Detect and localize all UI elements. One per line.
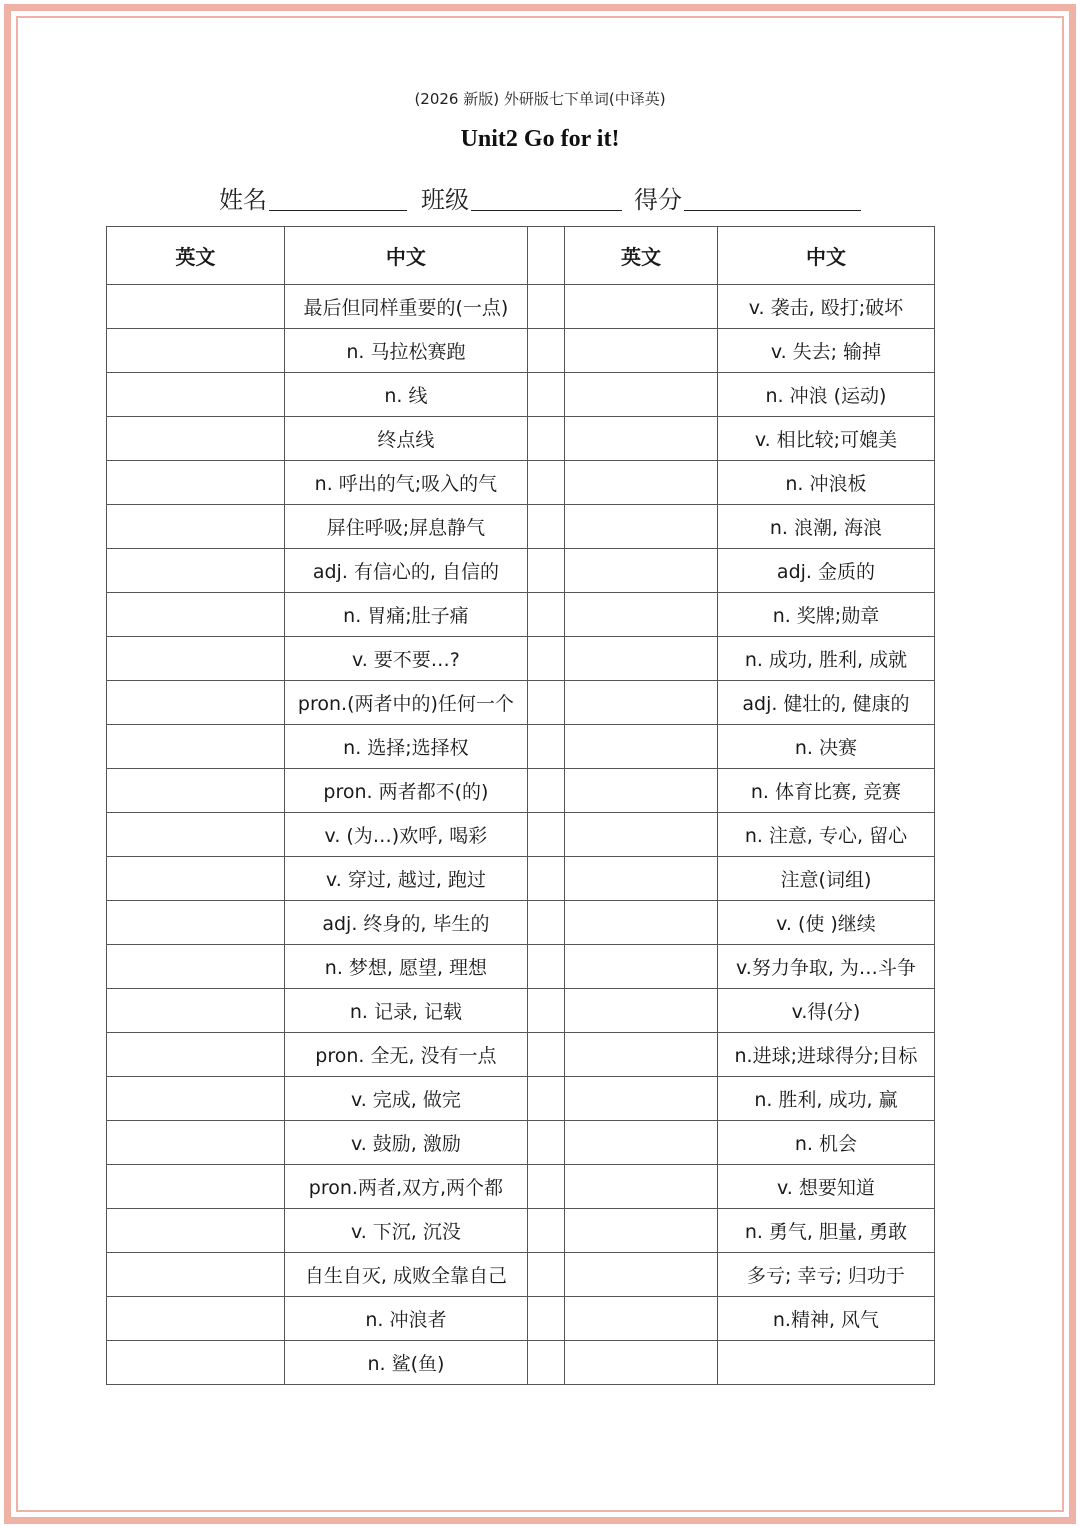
table-gap-cell xyxy=(528,813,565,857)
english-answer-cell-right[interactable] xyxy=(565,769,718,813)
score-field[interactable] xyxy=(634,180,682,215)
chinese-meaning-left: 终点线 xyxy=(284,417,527,461)
chinese-meaning-left: n. 冲浪者 xyxy=(284,1297,527,1341)
english-answer-cell-right[interactable] xyxy=(565,1033,718,1077)
english-answer-cell-right[interactable] xyxy=(565,461,718,505)
chinese-meaning-left: v. 要不要…? xyxy=(284,637,527,681)
english-answer-cell-right[interactable] xyxy=(565,549,718,593)
chinese-meaning-left: adj. 终身的, 毕生的 xyxy=(284,901,527,945)
table-gap-cell xyxy=(528,945,565,989)
english-answer-cell-left[interactable] xyxy=(107,417,285,461)
table-row xyxy=(107,637,935,681)
english-answer-cell-left[interactable] xyxy=(107,1165,285,1209)
chinese-meaning-right: v. 相比较;可媲美 xyxy=(717,417,934,461)
english-answer-cell-left[interactable] xyxy=(107,901,285,945)
table-gap-cell xyxy=(528,989,565,1033)
table-gap-cell xyxy=(528,417,565,461)
chinese-meaning-right: n.精神, 风气 xyxy=(717,1297,934,1341)
table-row xyxy=(107,373,935,417)
chinese-meaning-left: pron. 全无, 没有一点 xyxy=(284,1033,527,1077)
table-row xyxy=(107,769,935,813)
header-chinese-left: 中文 xyxy=(284,227,527,285)
chinese-meaning-right: n. 浪潮, 海浪 xyxy=(717,505,934,549)
chinese-meaning-right: adj. 健壮的, 健康的 xyxy=(717,681,934,725)
chinese-meaning-left: n. 选择;选择权 xyxy=(284,725,527,769)
chinese-meaning-right: n. 勇气, 胆量, 勇敢 xyxy=(717,1209,934,1253)
english-answer-cell-right[interactable] xyxy=(565,1121,718,1165)
english-answer-cell-right[interactable] xyxy=(565,681,718,725)
english-answer-cell-right[interactable] xyxy=(565,1297,718,1341)
table-gap-cell xyxy=(528,1297,565,1341)
table-row xyxy=(107,1121,935,1165)
chinese-meaning-right xyxy=(717,1341,934,1385)
english-answer-cell-right[interactable] xyxy=(565,1209,718,1253)
english-answer-cell-left[interactable] xyxy=(107,329,285,373)
table-row xyxy=(107,989,935,1033)
english-answer-cell-right[interactable] xyxy=(565,285,718,329)
chinese-meaning-left: n. 梦想, 愿望, 理想 xyxy=(284,945,527,989)
english-answer-cell-left[interactable] xyxy=(107,725,285,769)
table-gap-cell xyxy=(528,725,565,769)
chinese-meaning-right: v. (使 )继续 xyxy=(717,901,934,945)
english-answer-cell-left[interactable] xyxy=(107,549,285,593)
table-row xyxy=(107,461,935,505)
chinese-meaning-right: v. 袭击, 殴打;破坏 xyxy=(717,285,934,329)
chinese-meaning-right: n. 奖牌;勋章 xyxy=(717,593,934,637)
chinese-meaning-right: v.得(分) xyxy=(717,989,934,1033)
table-body xyxy=(107,285,935,1385)
header-english-right: 英文 xyxy=(565,227,718,285)
name-blank-line xyxy=(269,210,407,211)
table-row xyxy=(107,593,935,637)
chinese-meaning-left: n. 线 xyxy=(284,373,527,417)
chinese-meaning-right: v. 失去; 输掉 xyxy=(717,329,934,373)
chinese-meaning-left: n. 记录, 记载 xyxy=(284,989,527,1033)
table-gap-cell xyxy=(528,1077,565,1121)
table-row xyxy=(107,901,935,945)
chinese-meaning-right: adj. 金质的 xyxy=(717,549,934,593)
english-answer-cell-right[interactable] xyxy=(565,1253,718,1297)
chinese-meaning-left: v. 鼓励, 激励 xyxy=(284,1121,527,1165)
english-answer-cell-left[interactable] xyxy=(107,945,285,989)
table-gap-cell xyxy=(528,1253,565,1297)
score-label: 得分 xyxy=(634,186,682,214)
english-answer-cell-left[interactable] xyxy=(107,505,285,549)
chinese-meaning-left: n. 呼出的气;吸入的气 xyxy=(284,461,527,505)
chinese-meaning-right: v. 想要知道 xyxy=(717,1165,934,1209)
english-answer-cell-left[interactable] xyxy=(107,1297,285,1341)
chinese-meaning-left: pron.(两者中的)任何一个 xyxy=(284,681,527,725)
table-gap-cell xyxy=(528,857,565,901)
table-gap-cell xyxy=(528,1209,565,1253)
table-gap-cell xyxy=(528,549,565,593)
table-gap-cell xyxy=(528,901,565,945)
english-answer-cell-right[interactable] xyxy=(565,329,718,373)
english-answer-cell-left[interactable] xyxy=(107,813,285,857)
table-row xyxy=(107,549,935,593)
chinese-meaning-left: v. 下沉, 沉没 xyxy=(284,1209,527,1253)
table-row xyxy=(107,1165,935,1209)
chinese-meaning-left: n. 鲨(鱼) xyxy=(284,1341,527,1385)
table-gap-cell xyxy=(528,1121,565,1165)
english-answer-cell-left[interactable] xyxy=(107,857,285,901)
chinese-meaning-left: pron. 两者都不(的) xyxy=(284,769,527,813)
english-answer-cell-left[interactable] xyxy=(107,681,285,725)
english-answer-cell-right[interactable] xyxy=(565,1077,718,1121)
chinese-meaning-left: 自生自灭, 成败全靠自己 xyxy=(284,1253,527,1297)
table-row xyxy=(107,1341,935,1385)
english-answer-cell-right[interactable] xyxy=(565,1341,718,1385)
name-label: 姓名 xyxy=(219,186,267,214)
chinese-meaning-right: v.努力争取, 为…斗争 xyxy=(717,945,934,989)
worksheet-subtitle: (2026 新版) 外研版七下单词(中译英) xyxy=(414,90,666,108)
english-answer-cell-right[interactable] xyxy=(565,725,718,769)
table-gap-column xyxy=(528,227,565,285)
class-label: 班级 xyxy=(421,186,469,214)
table-header-row xyxy=(107,227,935,285)
header-english-left: 英文 xyxy=(107,227,285,285)
english-answer-cell-right[interactable] xyxy=(565,857,718,901)
english-answer-cell-right[interactable] xyxy=(565,637,718,681)
chinese-meaning-right: 注意(词组) xyxy=(717,857,934,901)
english-answer-cell-right[interactable] xyxy=(565,373,718,417)
table-gap-cell xyxy=(528,1033,565,1077)
chinese-meaning-left: v. 完成, 做完 xyxy=(284,1077,527,1121)
chinese-meaning-left: adj. 有信心的, 自信的 xyxy=(284,549,527,593)
english-answer-cell-left[interactable] xyxy=(107,989,285,1033)
chinese-meaning-left: 最后但同样重要的(一点) xyxy=(284,285,527,329)
english-answer-cell-right[interactable] xyxy=(565,945,718,989)
class-blank-line xyxy=(471,210,622,211)
english-answer-cell-left[interactable] xyxy=(107,461,285,505)
english-answer-cell-left[interactable] xyxy=(107,1253,285,1297)
table-row xyxy=(107,945,935,989)
table-row xyxy=(107,1033,935,1077)
table-row xyxy=(107,857,935,901)
table-row xyxy=(107,285,935,329)
english-answer-cell-left[interactable] xyxy=(107,769,285,813)
chinese-meaning-right: n. 冲浪 (运动) xyxy=(717,373,934,417)
english-answer-cell-right[interactable] xyxy=(565,1165,718,1209)
chinese-meaning-right: n. 机会 xyxy=(717,1121,934,1165)
worksheet-title: Unit2 Go for it! xyxy=(460,126,620,152)
chinese-meaning-right: n. 体育比赛, 竞赛 xyxy=(717,769,934,813)
english-answer-cell-left[interactable] xyxy=(107,285,285,329)
table-gap-cell xyxy=(528,637,565,681)
header-chinese-right: 中文 xyxy=(717,227,934,285)
english-answer-cell-right[interactable] xyxy=(565,593,718,637)
table-gap-cell xyxy=(528,681,565,725)
english-answer-cell-right[interactable] xyxy=(565,901,718,945)
english-answer-cell-right[interactable] xyxy=(565,505,718,549)
chinese-meaning-left: pron.两者,双方,两个都 xyxy=(284,1165,527,1209)
table-row xyxy=(107,813,935,857)
chinese-meaning-right: n. 成功, 胜利, 成就 xyxy=(717,637,934,681)
table-row xyxy=(107,1253,935,1297)
table-gap-cell xyxy=(528,329,565,373)
table-gap-cell xyxy=(528,1341,565,1385)
chinese-meaning-right: n.进球;进球得分;目标 xyxy=(717,1033,934,1077)
english-answer-cell-left[interactable] xyxy=(107,1077,285,1121)
table-row xyxy=(107,329,935,373)
table-gap-cell xyxy=(528,593,565,637)
table-gap-cell xyxy=(528,1165,565,1209)
table-row xyxy=(107,1209,935,1253)
table-gap-cell xyxy=(528,461,565,505)
chinese-meaning-right: 多亏; 幸亏; 归功于 xyxy=(717,1253,934,1297)
chinese-meaning-right: n. 注意, 专心, 留心 xyxy=(717,813,934,857)
name-field[interactable] xyxy=(219,180,267,215)
table-row xyxy=(107,505,935,549)
score-blank-line xyxy=(684,210,861,211)
chinese-meaning-right: n. 胜利, 成功, 赢 xyxy=(717,1077,934,1121)
table-gap-cell xyxy=(528,505,565,549)
chinese-meaning-left: v. 穿过, 越过, 跑过 xyxy=(284,857,527,901)
table-row xyxy=(107,1297,935,1341)
english-answer-cell-left[interactable] xyxy=(107,1033,285,1077)
chinese-meaning-left: n. 马拉松赛跑 xyxy=(284,329,527,373)
english-answer-cell-right[interactable] xyxy=(565,813,718,857)
chinese-meaning-right: n. 决赛 xyxy=(717,725,934,769)
chinese-meaning-left: n. 胃痛;肚子痛 xyxy=(284,593,527,637)
table-gap-cell xyxy=(528,769,565,813)
english-answer-cell-left[interactable] xyxy=(107,373,285,417)
table-gap-cell xyxy=(528,373,565,417)
table-row xyxy=(107,1077,935,1121)
table-row xyxy=(107,417,935,461)
class-field[interactable] xyxy=(421,180,469,215)
chinese-meaning-left: v. (为…)欢呼, 喝彩 xyxy=(284,813,527,857)
vocab-table xyxy=(106,226,935,1385)
chinese-meaning-right: n. 冲浪板 xyxy=(717,461,934,505)
english-answer-cell-right[interactable] xyxy=(565,417,718,461)
english-answer-cell-left[interactable] xyxy=(107,637,285,681)
chinese-meaning-left: 屏住呼吸;屏息静气 xyxy=(284,505,527,549)
english-answer-cell-left[interactable] xyxy=(107,1121,285,1165)
english-answer-cell-left[interactable] xyxy=(107,593,285,637)
english-answer-cell-right[interactable] xyxy=(565,989,718,1033)
english-answer-cell-left[interactable] xyxy=(107,1341,285,1385)
table-row xyxy=(107,725,935,769)
english-answer-cell-left[interactable] xyxy=(107,1209,285,1253)
table-gap-cell xyxy=(528,285,565,329)
table-row xyxy=(107,681,935,725)
